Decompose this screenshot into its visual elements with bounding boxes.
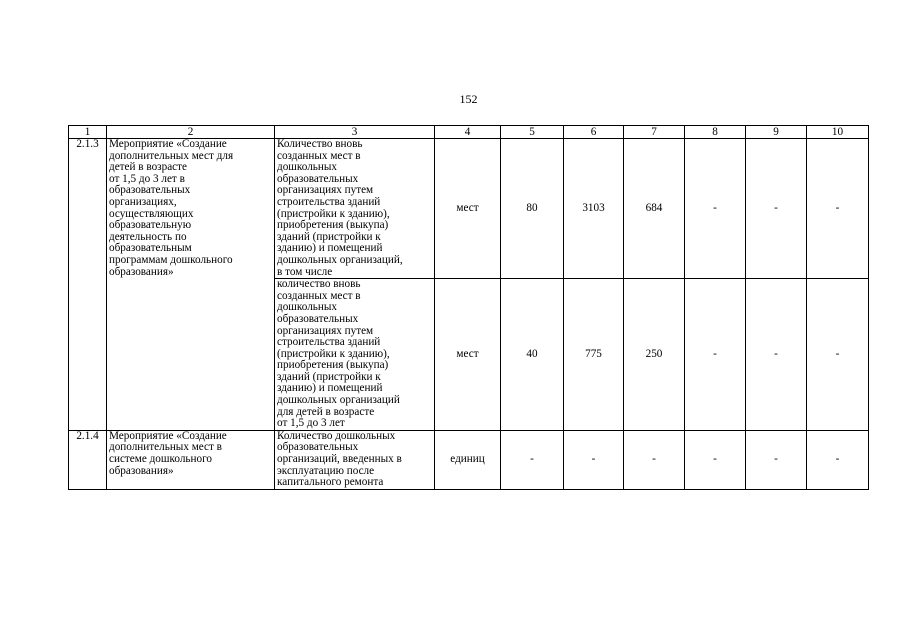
indicator-name: количество вновь созданных мест в дошкольных образовательных организациях путем строительства зданий (пристройки к зданию), приобретения (выкупа) зданий (пристройки к зданию) и помещений дошкольных организаций для детей в возрасте от 1,5 до 3 лет [275, 279, 435, 431]
value-cell: - [624, 430, 685, 489]
row-number: 2.1.3 [69, 139, 107, 431]
header-cell: 4 [435, 126, 501, 139]
row-number: 2.1.4 [69, 430, 107, 489]
indicators-table [68, 125, 869, 490]
value-cell: - [807, 139, 869, 279]
value-cell: - [685, 279, 746, 431]
unit-cell: мест [435, 139, 501, 279]
value-cell: - [746, 279, 807, 431]
value-cell: - [807, 430, 869, 489]
header-cell: 7 [624, 126, 685, 139]
header-cell: 8 [685, 126, 746, 139]
value-cell: 775 [564, 279, 624, 431]
header-cell: 6 [564, 126, 624, 139]
header-cell: 10 [807, 126, 869, 139]
event-name: Мероприятие «Создание дополнительных мест в системе дошкольного образования» [107, 430, 275, 489]
indicator-name: Количество вновь созданных мест в дошкольных образовательных организациях путем строительства зданий (пристройки к зданию), приобретения (выкупа) зданий (пристройки к зданию) и помещений дошкольных организаций, в том числе [275, 139, 435, 279]
value-cell: - [685, 430, 746, 489]
header-cell: 5 [501, 126, 564, 139]
unit-cell: единиц [435, 430, 501, 489]
header-cell: 2 [107, 126, 275, 139]
value-cell: 684 [624, 139, 685, 279]
value-cell: 80 [501, 139, 564, 279]
header-row [69, 126, 869, 139]
page-number: 152 [459, 92, 478, 106]
value-cell: - [807, 279, 869, 431]
header-cell: 3 [275, 126, 435, 139]
value-cell: 40 [501, 279, 564, 431]
table-row [69, 139, 869, 279]
value-cell: - [746, 139, 807, 279]
header-cell: 9 [746, 126, 807, 139]
value-cell: 250 [624, 279, 685, 431]
value-cell: - [685, 139, 746, 279]
value-cell: - [501, 430, 564, 489]
unit-cell: мест [435, 279, 501, 431]
value-cell: 3103 [564, 139, 624, 279]
value-cell: - [564, 430, 624, 489]
table-row [69, 430, 869, 489]
value-cell: - [746, 430, 807, 489]
event-name: Мероприятие «Создание дополнительных мест для детей в возрасте от 1,5 до 3 лет в образовательных организациях, осуществляющих образовательную деятельность по образовательным программам дошкольного образования» [107, 139, 275, 431]
indicator-name: Количество дошкольных образовательных организаций, введенных в эксплуатацию после капитального ремонта [275, 430, 435, 489]
header-cell: 1 [69, 126, 107, 139]
